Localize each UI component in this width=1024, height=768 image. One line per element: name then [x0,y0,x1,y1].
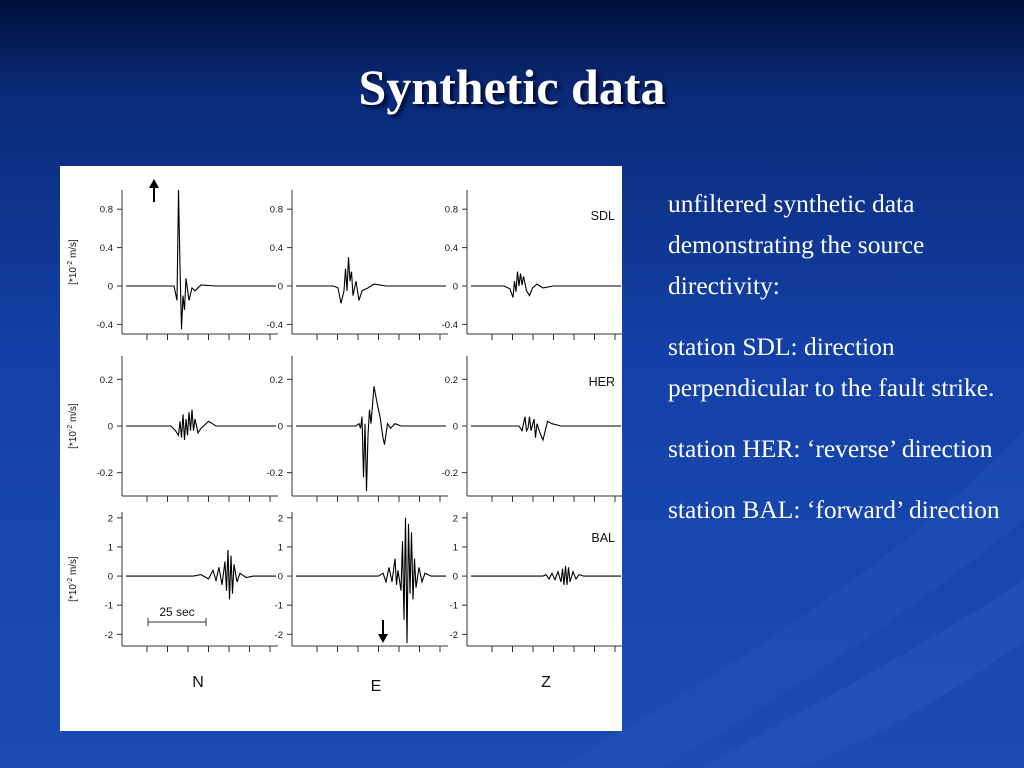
column-label-n: N [192,674,204,691]
y-tick-label: -0.2 [441,468,458,480]
trace-her-n [126,410,276,440]
y-tick-label: -2 [274,629,283,641]
trace-bal-z [471,566,621,585]
y-tick-label: -1 [274,600,283,612]
station-label-her: HER [588,375,615,389]
y-tick-label: 2 [452,513,458,525]
y-tick-label: 0 [452,571,458,583]
y-tick-label: 0.4 [269,243,283,255]
trace-sdl-e [296,257,446,303]
y-tick-label: 0.2 [269,374,283,386]
y-tick-label: 1 [107,542,113,554]
y-tick-label: 0.8 [269,204,283,216]
y-tick-label: 0 [277,421,283,433]
y-tick-label: -0.4 [266,319,283,331]
y-tick-label: 0.4 [99,243,113,255]
y-tick-label: 2 [107,513,113,525]
y-tick-label: 0 [107,281,113,293]
unit-label: [$*10^{-2}$ m/s] [67,239,79,285]
y-tick-label: 0.8 [444,204,458,216]
trace-bal-n [126,550,276,600]
column-label-e: E [370,678,382,695]
column-label-z: Z [541,674,551,691]
station-label-bal: BAL [591,531,615,545]
y-tick-label: 0 [277,281,283,293]
note-her: station HER: ‘reverse’ direction [668,434,993,463]
seismogram-figure [60,166,622,731]
y-tick-label: -0.4 [96,319,113,331]
y-tick-label: -2 [104,629,113,641]
notes-text [668,183,1014,550]
y-tick-label: -0.2 [96,468,113,480]
y-tick-label: 0 [107,421,113,433]
y-tick-label: 1 [452,542,458,554]
y-tick-label: -1 [104,600,113,612]
scale-bar-label: 25 sec [159,605,195,619]
trace-sdl-z [471,272,621,298]
y-tick-label: 0 [107,571,113,583]
y-tick-label: 0.2 [99,374,113,386]
y-tick-label: 0 [277,571,283,583]
note-intro: unfiltered synthetic data demonstrating the source directivity: [668,189,925,300]
y-tick-label: -0.2 [266,468,283,480]
up-arrow-icon [149,179,159,188]
y-tick-label: 0.4 [444,243,458,255]
y-tick-label: 0 [452,421,458,433]
station-label-sdl: SDL [590,209,615,223]
y-tick-label: 0 [452,281,458,293]
unit-label: [$*10^{-2}$ m/s] [67,403,79,449]
down-arrow-icon [378,634,388,643]
trace-her-e [296,386,446,491]
note-sdl: station SDL: direction perpendicular to the fault strike. [668,332,995,402]
y-tick-label: -0.4 [441,319,458,331]
trace-bal-e [296,518,446,643]
y-tick-label: 0.2 [444,374,458,386]
slide-title: Synthetic data [358,59,666,115]
y-tick-label: 1 [277,542,283,554]
y-tick-label: -1 [449,600,458,612]
unit-label: [$*10^{-2}$ m/s] [67,556,79,602]
trace-her-z [471,417,621,440]
trace-sdl-n [126,190,276,329]
seismogram-chart [60,166,622,731]
y-tick-label: 2 [277,513,283,525]
note-bal: station BAL: ‘forward’ direction [668,495,1000,524]
y-tick-label: 0.8 [99,204,113,216]
y-tick-label: -2 [449,629,458,641]
